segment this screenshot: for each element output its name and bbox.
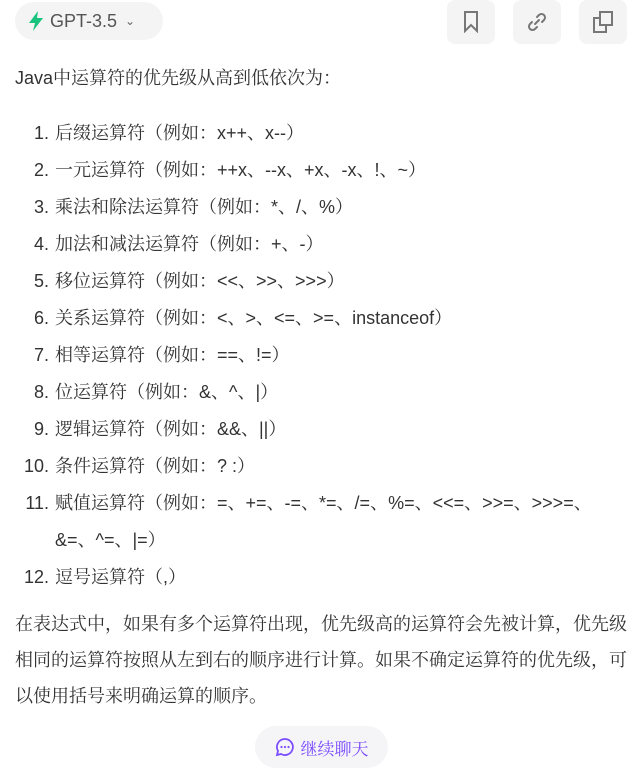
item-number: 2. <box>33 160 49 180</box>
item-number: 8. <box>33 382 49 402</box>
list-item <box>0 374 615 411</box>
item-number: 9. <box>33 419 49 439</box>
model-selector[interactable] <box>15 2 163 40</box>
item-text: 一元运算符（例如：++x、--x、+x、-x、!、~） <box>55 160 427 180</box>
item-number: 5. <box>33 271 49 291</box>
intro-text: Java中运算符的优先级从高到低依次为： <box>15 68 342 88</box>
item-text: 逗号运算符（,） <box>55 567 187 587</box>
item-text: 条件运算符（例如：? :） <box>55 456 256 476</box>
list-item <box>0 115 615 152</box>
item-text: 关系运算符（例如：<、>、<=、>=、instanceof） <box>55 308 453 328</box>
item-text: 后缀运算符（例如：x++、x--） <box>55 123 305 143</box>
item-text: 移位运算符（例如：<<、>>、>>>） <box>55 271 345 291</box>
bookmark-button[interactable] <box>447 0 495 44</box>
list-item <box>0 485 615 559</box>
item-text: 相等运算符（例如：==、!=） <box>55 345 290 365</box>
list-item <box>0 152 615 189</box>
continue-chat-button[interactable] <box>255 726 388 768</box>
summary-paragraph: 在表达式中，如果有多个运算符出现，优先级高的运算符会先被计算，优先级相同的运算符按照从左到右的顺序进行计算。如果不确定运算符的优先级，可以使用括号来明确运算的顺序。 <box>15 614 627 706</box>
item-number: 12. <box>23 567 49 587</box>
continue-chat-label: 继续聊天 <box>300 739 369 759</box>
list-item <box>0 189 615 226</box>
item-number: 6. <box>33 308 49 328</box>
item-number: 7. <box>33 345 49 365</box>
list-item <box>0 559 615 596</box>
item-number: 11. <box>25 493 49 513</box>
item-text: 逻辑运算符（例如：&&、||） <box>55 419 287 439</box>
item-number: 3. <box>33 197 49 217</box>
list-item <box>0 226 615 263</box>
precedence-list <box>0 115 615 596</box>
item-text: 位运算符（例如：&、^、|） <box>55 382 279 402</box>
share-link-button[interactable] <box>513 0 561 44</box>
item-text: 乘法和除法运算符（例如：*、/、%） <box>55 197 354 217</box>
model-label: GPT-3.5 <box>50 10 118 31</box>
item-number: 4. <box>33 234 49 254</box>
link-icon <box>526 11 548 33</box>
chat-bubble-icon <box>275 737 295 757</box>
list-item <box>0 448 615 485</box>
chevron-down-icon: ⌄ <box>125 14 136 28</box>
list-item <box>0 337 615 374</box>
list-item <box>0 263 615 300</box>
copy-icon <box>592 10 614 34</box>
item-number: 1. <box>33 123 49 143</box>
item-number: 10. <box>23 456 49 476</box>
copy-button[interactable] <box>579 0 627 44</box>
bookmark-icon <box>463 11 479 33</box>
list-item <box>0 411 615 448</box>
item-text: 加法和减法运算符（例如：+、-） <box>55 234 324 254</box>
item-text: 赋值运算符（例如：=、+=、-=、*=、/=、%=、<<=、>>=、>>>=、&=、^=、|=） <box>55 493 592 550</box>
list-item <box>0 300 615 337</box>
lightning-icon <box>28 11 44 31</box>
